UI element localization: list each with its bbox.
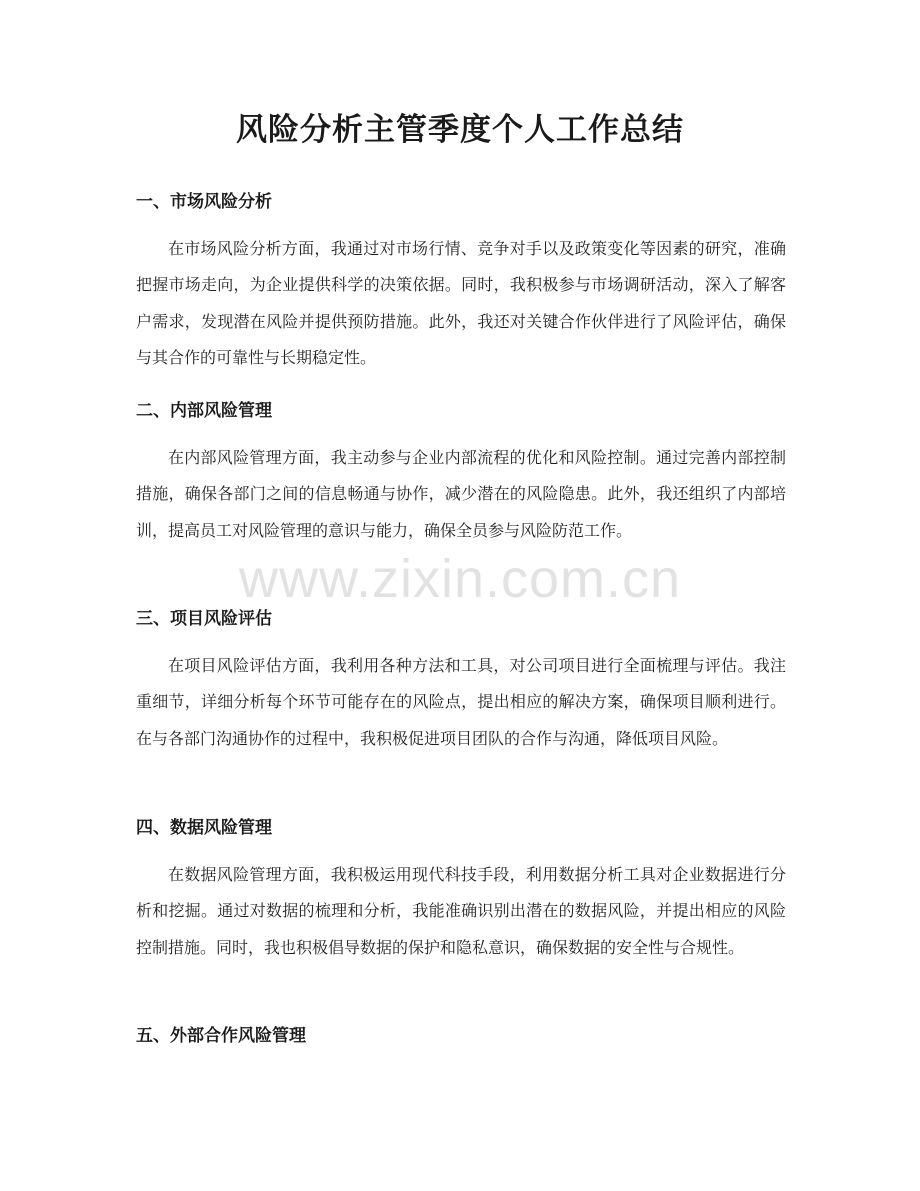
section-body-internal-risk: 在内部风险管理方面，我主动参与企业内部流程的优化和风险控制。通过完善内部控制措施，确保各部门之间的信息畅通与协作，减少潜在的风险隐患。此外，我还组织了内部培训，提高员工对风险管理的意识与能力，确保全员参与风险防范工作。 [136,448,786,540]
section-body-market-risk: 在市场风险分析方面，我通过对市场行情、竞争对手以及政策变化等因素的研究，准确把握市场走向，为企业提供科学的决策依据。同时，我积极参与市场调研活动，深入了解客户需求，发现潜在风险并提供预防措施。此外，我还对关键合作伙伴进行了风险评估，确保与其合作的可靠性与长期稳定性。 [136,239,786,368]
section-heading-internal-risk: 二、内部风险管理 [136,401,272,421]
watermark: www.zixin.com.cn [238,549,682,609]
section-heading-external-risk: 五、外部合作风险管理 [136,1026,306,1046]
section-heading-market-risk: 一、市场风险分析 [136,192,272,212]
section-heading-data-risk: 四、数据风险管理 [136,818,272,838]
section-body-data-risk: 在数据风险管理方面，我积极运用现代科技手段，利用数据分析工具对企业数据进行分析和挖掘。通过对数据的梳理和分析，我能准确识别出潜在的数据风险，并提出相应的风险控制措施。同时，我也积极倡导数据的保护和隐私意识，确保数据的安全性与合规性。 [136,865,786,957]
section-heading-project-risk: 三、项目风险评估 [136,609,272,629]
document-title: 风险分析主管季度个人工作总结 [236,112,684,148]
section-body-project-risk: 在项目风险评估方面，我利用各种方法和工具，对公司项目进行全面梳理与评估。我注重细节，详细分析每个环节可能存在的风险点，提出相应的解决方案，确保项目顺利进行。在与各部门沟通协作的过程中，我积极促进项目团队的合作与沟通，降低项目风险。 [136,656,786,748]
